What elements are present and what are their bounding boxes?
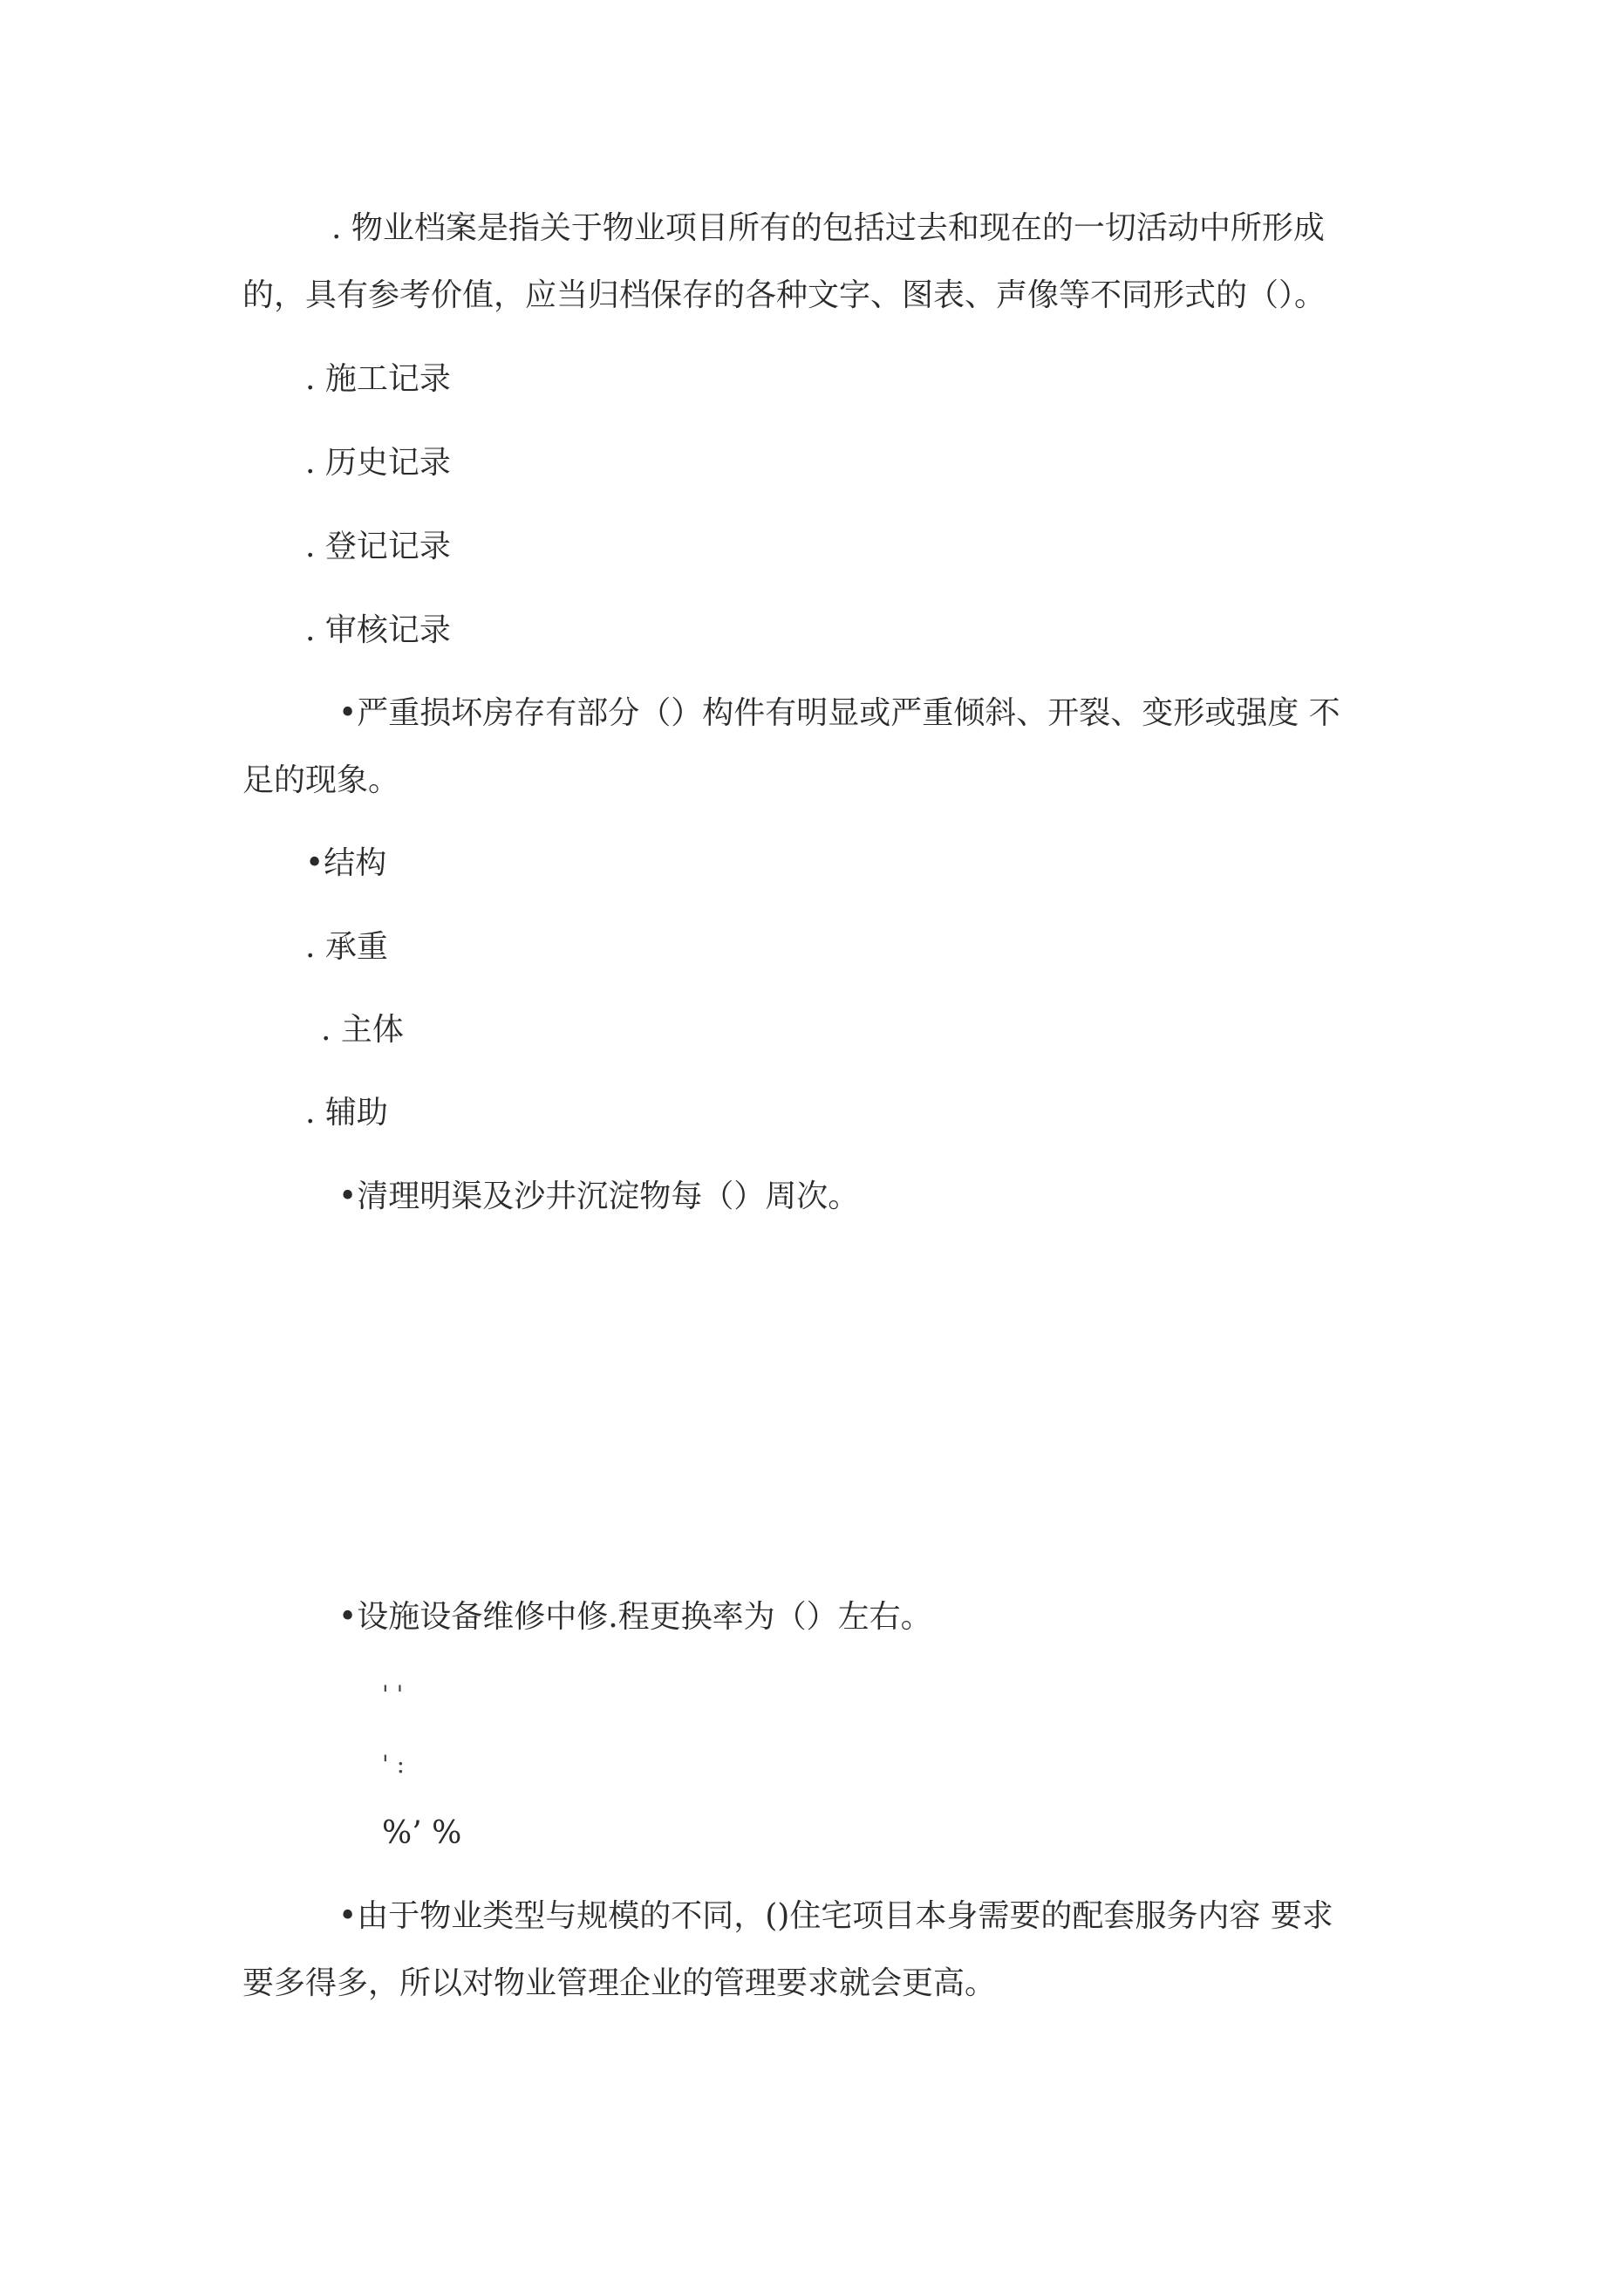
question-4-option-c: %’ % <box>382 1815 462 1851</box>
question-3-stem-line-1: •清理明渠及沙井沉淀物每（）周次。 <box>338 1179 860 1214</box>
question-4-stem-line-1: •设施设备维修中修.程更换率为（）左右。 <box>338 1599 932 1635</box>
question-2-option-d: . 辅助 <box>305 1095 388 1131</box>
question-2-stem-line-1: •严重损坏房存有部分（）构件有明显或严重倾斜、开裂、变形或强度 不 <box>338 695 1340 731</box>
question-1-stem-line-2: 的，具有参考价值，应当归档保存的各种文字、图表、声像等不同形式的（）。 <box>242 277 1326 313</box>
question-2-option-a: •结构 <box>305 845 387 881</box>
question-4-option-b: ' : <box>382 1750 406 1779</box>
question-1-option-c: . 登记记录 <box>305 529 451 564</box>
question-1-option-b: . 历史记录 <box>305 445 451 481</box>
question-5-stem-line-2: 要多得多，所以对物业管理企业的管理要求就会更高。 <box>242 1965 997 2001</box>
question-1-option-d: . 审核记录 <box>305 612 451 648</box>
question-2-option-c: . 主体 <box>321 1012 404 1048</box>
question-1-stem-line-1: . 物业档案是指关于物业项目所有的包括过去和现在的一切活动中所形成 <box>331 210 1325 246</box>
question-4-option-a: ' ' <box>382 1680 404 1709</box>
question-5-stem-line-1: •由于物业类型与规模的不同，()住宅项目本身需要的配套服务内容 要求 <box>338 1898 1333 1934</box>
question-2-option-b: . 承重 <box>305 929 388 965</box>
question-1-option-a: . 施工记录 <box>305 361 451 397</box>
question-2-stem-line-2: 足的现象。 <box>242 762 400 798</box>
